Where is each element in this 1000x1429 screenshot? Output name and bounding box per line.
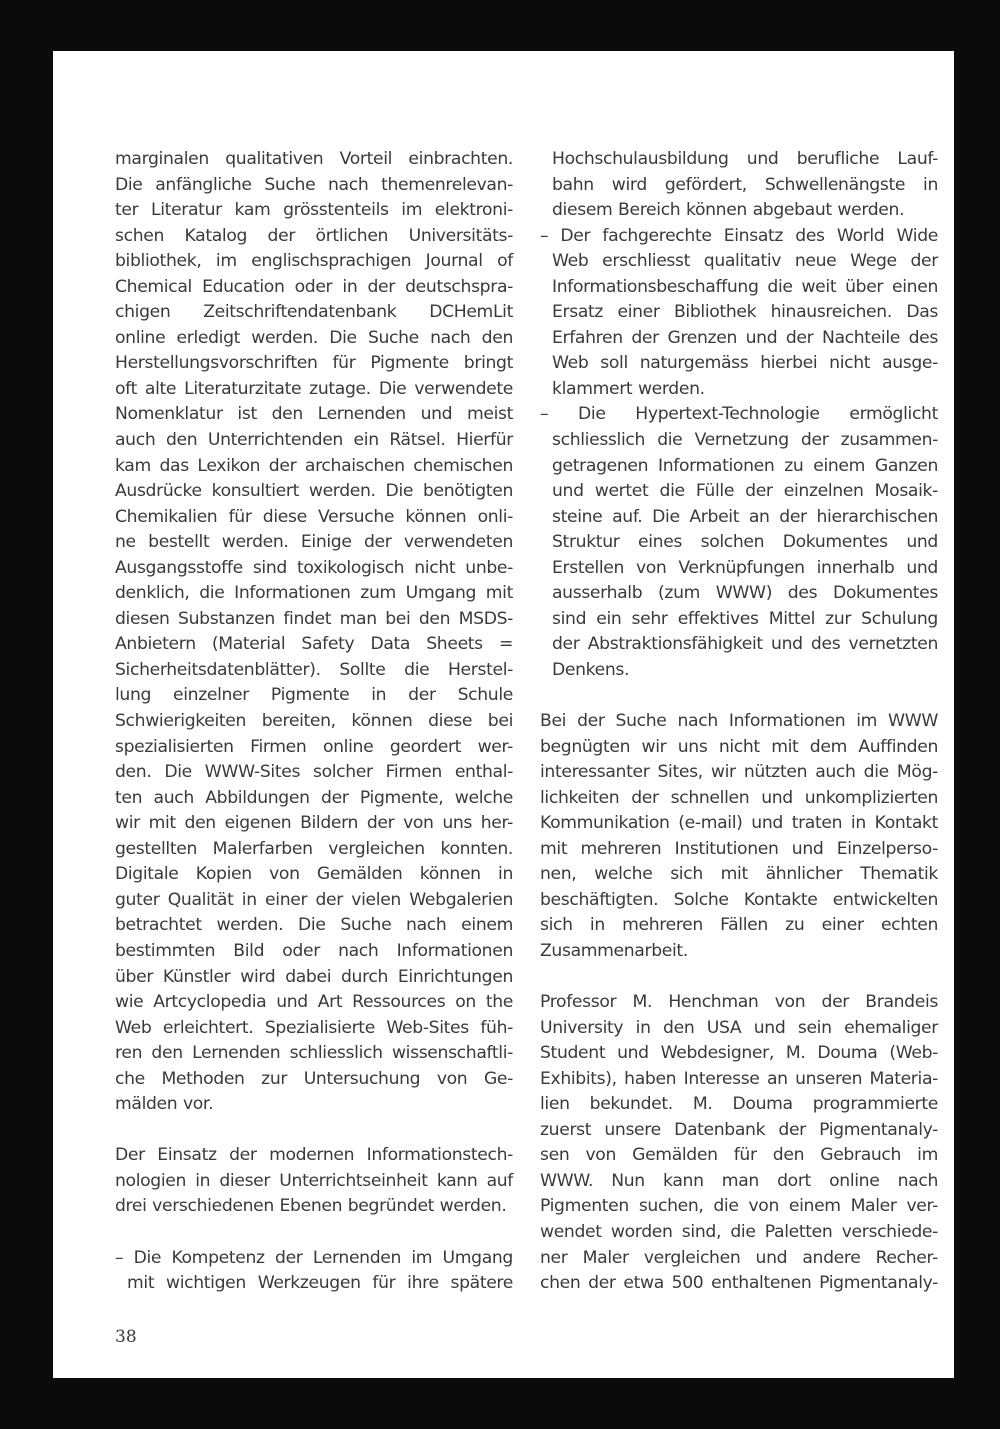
document-page bbox=[53, 51, 954, 1378]
paragraph-resources bbox=[115, 147, 513, 1118]
text-line: wir mit den eigenen Bildern der von uns her- bbox=[115, 813, 513, 834]
text-line: chen der etwa 500 enthaltenen Pigmentanaly- bbox=[540, 1273, 938, 1294]
text-line: lien bekundet. M. Douma programmierte bbox=[540, 1094, 938, 1115]
text-line: Web erschliesst qualitativ neue Wege der bbox=[552, 251, 938, 272]
text-line: mit mehreren Institutionen und Einzelperso- bbox=[540, 838, 938, 859]
text-line: mit wichtigen Werkzeugen für ihre spätere bbox=[127, 1273, 513, 1294]
text-line: Student und Webdesigner, M. Douma (Web- bbox=[540, 1043, 938, 1064]
text-line: Professor M. Henchman von der Brandeis bbox=[540, 992, 938, 1013]
text-line: guter Qualität in einer der vielen Webgalerien bbox=[115, 889, 513, 910]
text-line: sen von Gemälden für den Gebrauch im bbox=[540, 1145, 938, 1166]
text-line: diesen Substanzen findet man bei den MSDS- bbox=[115, 608, 513, 629]
left-column bbox=[115, 147, 513, 1297]
text-line: Pigmenten suchen, die von einem Maler ver- bbox=[540, 1196, 938, 1217]
text-line: den. Die WWW-Sites solcher Firmen enthal- bbox=[115, 762, 513, 783]
text-line: interessanter Sites, wir nützten auch die Mög- bbox=[540, 762, 938, 783]
text-line: ren den Lernenden schliesslich wissenschaftli- bbox=[115, 1043, 513, 1064]
paragraph-gap bbox=[115, 1118, 513, 1144]
text-line: – Der fachgerechte Einsatz des World Wide bbox=[540, 225, 938, 246]
text-line: Hochschulausbildung und berufliche Lauf- bbox=[552, 149, 938, 169]
paragraph-gap bbox=[540, 683, 938, 709]
bullet-competence-continued bbox=[540, 147, 938, 224]
paragraph-communication bbox=[540, 709, 938, 964]
bullet-world-wide-web bbox=[540, 224, 938, 403]
text-line: betrachtet werden. Die Suche nach einem bbox=[115, 915, 513, 936]
text-line: klammert werden. bbox=[552, 378, 705, 399]
paragraph-henchman-douma bbox=[540, 990, 938, 1297]
page-number: 38 bbox=[115, 1327, 137, 1347]
text-line: ausserhalb (zum WWW) des Dokumentes bbox=[552, 583, 938, 604]
text-line: sind ein sehr effektives Mittel zur Schulung bbox=[552, 608, 938, 629]
text-line: schen Katalog der örtlichen Universitäts- bbox=[115, 225, 513, 246]
text-line: ten auch Abbildungen der Pigmente, welche bbox=[115, 787, 513, 808]
bullet-competence bbox=[115, 1246, 513, 1297]
text-line: steine auf. Die Arbeit an der hierarchischen bbox=[552, 506, 938, 527]
text-line: Anbietern (Material Safety Data Sheets = bbox=[115, 634, 513, 655]
text-line: Web soll naturgemäss hierbei nicht ausge- bbox=[552, 353, 938, 374]
paragraph-gap bbox=[115, 1220, 513, 1246]
text-line: sich in mehreren Fällen zu einer echten bbox=[540, 915, 938, 936]
paragraph-three-levels bbox=[115, 1143, 513, 1220]
text-line: Nomenklatur ist den Lernenden und meist bbox=[115, 404, 513, 425]
text-line: begnügten wir uns nicht mit dem Auffinden bbox=[540, 736, 938, 757]
text-line: Sicherheitsdatenblätter). Sollte die Herstel- bbox=[115, 659, 513, 680]
text-line: che Methoden zur Untersuchung von Ge- bbox=[115, 1068, 513, 1089]
text-line: bibliothek, im englischsprachigen Journal of bbox=[115, 251, 513, 272]
text-line: diesem Bereich können abgebaut werden. bbox=[552, 200, 905, 221]
text-line: Chemikalien für diese Versuche können onli- bbox=[115, 506, 513, 527]
text-line: Exhibits), haben Interesse an unseren Materia- bbox=[540, 1068, 938, 1089]
text-line: nologien in dieser Unterrichtseinheit kann auf bbox=[115, 1170, 513, 1191]
text-line: marginalen qualitativen Vorteil einbrachten. bbox=[115, 149, 513, 169]
text-line: Erstellen von Verknüpfungen innerhalb und bbox=[552, 557, 938, 578]
bullet-hypertext bbox=[540, 402, 938, 683]
text-line: Herstellungsvorschriften für Pigmente bringt bbox=[115, 353, 513, 374]
text-line: Kommunikation (e-mail) und traten in Kontakt bbox=[540, 813, 938, 834]
text-line: kam das Lexikon der archaischen chemischen bbox=[115, 455, 513, 476]
text-line: ne bestellt werden. Einige der verwendeten bbox=[115, 532, 513, 553]
text-line: ner Maler vergleichen und andere Recher- bbox=[540, 1247, 938, 1268]
text-line: Ersatz einer Bibliothek hinausreichen. Das bbox=[552, 302, 938, 323]
text-line: Der Einsatz der modernen Informationstech- bbox=[115, 1145, 513, 1166]
text-line: ter Literatur kam grösstenteils im elektroni- bbox=[115, 200, 513, 221]
text-line: – Die Hypertext-Technologie ermöglicht bbox=[540, 404, 938, 425]
text-line: über Künstler wird dabei durch Einrichtungen bbox=[115, 966, 513, 987]
text-line: Die anfängliche Suche nach themenrelevan- bbox=[115, 174, 513, 195]
text-line: Denkens. bbox=[552, 659, 630, 680]
text-line: Erfahren der Grenzen und der Nachteile des bbox=[552, 327, 938, 348]
text-line: beschäftigten. Solche Kontakte entwickelten bbox=[540, 889, 938, 910]
text-line: mälden vor. bbox=[115, 1094, 214, 1115]
text-line: und wertet die Fülle der einzelnen Mosaik- bbox=[552, 481, 938, 502]
text-line: oft alte Literaturzitate zutage. Die verwendete bbox=[115, 378, 513, 399]
text-line: drei verschiedenen Ebenen begründet werden. bbox=[115, 1196, 507, 1217]
paragraph-gap bbox=[540, 965, 938, 991]
text-line: nen, welche sich mit ähnlicher Thematik bbox=[540, 864, 938, 885]
text-line: gestellten Malerfarben vergleichen konnten. bbox=[115, 838, 513, 859]
text-line: Ausdrücke konsultiert werden. Die benötigten bbox=[115, 481, 513, 502]
text-line: WWW. Nun kann man dort online nach bbox=[540, 1170, 938, 1191]
text-line: chigen Zeitschriftendatenbank DCHemLit bbox=[115, 302, 513, 323]
text-line: bestimmten Bild oder nach Informationen bbox=[115, 940, 513, 961]
text-line: University in den USA und sein ehemaliger bbox=[540, 1017, 938, 1038]
text-line: der Abstraktionsfähigkeit und des vernetzten bbox=[552, 634, 938, 655]
text-line: – Die Kompetenz der Lernenden im Umgang bbox=[115, 1247, 513, 1268]
text-line: lung einzelner Pigmente in der Schule bbox=[115, 685, 513, 706]
text-line: schliesslich die Vernetzung der zusammen- bbox=[552, 430, 938, 451]
right-column bbox=[540, 147, 938, 1297]
text-line: wie Artcyclopedia und Art Ressources on the bbox=[115, 992, 513, 1013]
text-line: lichkeiten der schnellen und unkomplizierten bbox=[540, 787, 938, 808]
text-line: Ausgangsstoffe sind toxikologisch nicht unbe- bbox=[115, 557, 513, 578]
text-line: auch den Unterrichtenden ein Rätsel. Hierfür bbox=[115, 430, 513, 451]
text-line: Digitale Kopien von Gemälden können in bbox=[115, 864, 513, 885]
text-line: Web erleichtert. Spezialisierte Web-Sites füh- bbox=[115, 1017, 513, 1038]
text-line: bahn wird gefördert, Schwellenängste in bbox=[552, 174, 938, 195]
text-line: Schwierigkeiten bereiten, können diese bei bbox=[115, 711, 513, 732]
text-line: Bei der Suche nach Informationen im WWW bbox=[540, 711, 938, 732]
text-line: denklich, die Informationen zum Umgang mit bbox=[115, 583, 513, 604]
text-line: getragenen Informationen zu einem Ganzen bbox=[552, 455, 938, 476]
text-line: Struktur eines solchen Dokumentes und bbox=[552, 532, 938, 553]
text-line: Informationsbeschaffung die weit über einen bbox=[552, 276, 938, 297]
text-line: Chemical Education oder in der deutschspra- bbox=[115, 276, 513, 297]
text-line: Zusammenarbeit. bbox=[540, 940, 688, 961]
text-line: spezialisierten Firmen online geordert wer- bbox=[115, 736, 513, 757]
text-line: online erledigt werden. Die Suche nach den bbox=[115, 327, 513, 348]
text-line: zuerst unsere Datenbank der Pigmentanaly- bbox=[540, 1119, 938, 1140]
text-line: wendet worden sind, die Paletten verschiede- bbox=[540, 1221, 938, 1242]
